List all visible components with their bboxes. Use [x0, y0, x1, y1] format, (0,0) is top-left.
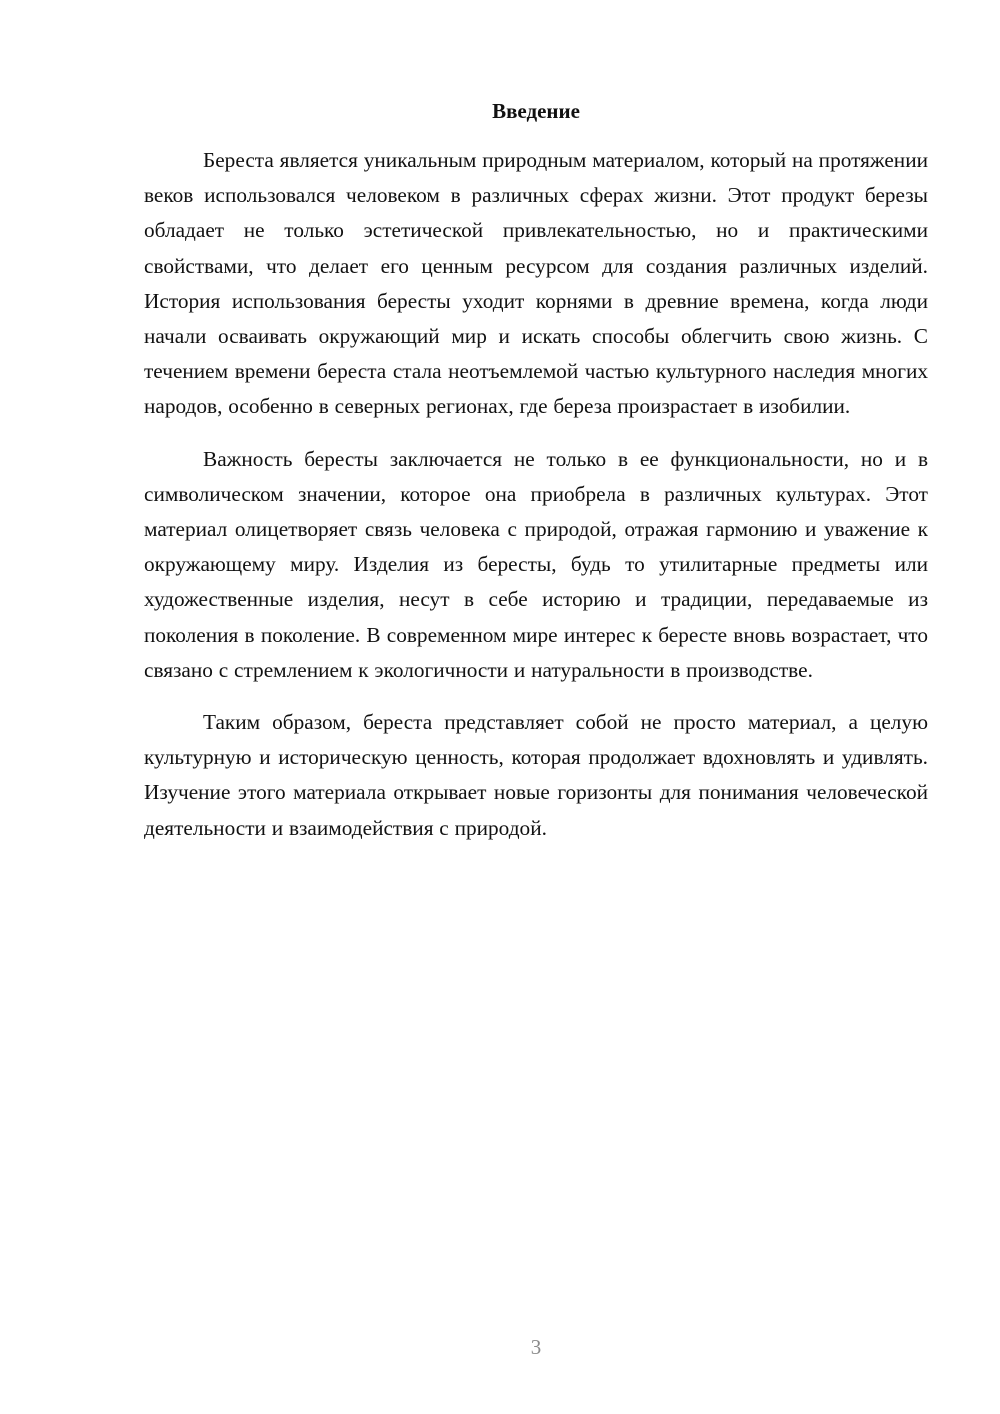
paragraph-3: Таким образом, береста представляет собой не просто материал, а целую культурную и историческую ценность, которая продолжает вдохновлять и удивлять. Изучение этого материала открывает новые горизонты для понимания человеческой деятельности и взаимодействия с природой.	[144, 710, 928, 840]
page-number: 3	[530, 1335, 542, 1359]
paragraph-2: Важность бересты заключается не только в ее функциональности, но и в символическом значении, которое она приобрела в различных культурах. Этот материал олицетворяет связь человека с природой, отражая гармонию и уважение к окружающему миру. Изделия из бересты, будь то утилитарные предметы или художественные изделия, несут в себе историю и традиции, передаваемые из поколения в поколение. В современном мире интерес к бересте вновь возрастает, что связано с стремлением к экологичности и натуральности в производстве.	[144, 446, 928, 682]
body-text	[144, 143, 928, 863]
paragraph-1: Береста является уникальным природным материалом, который на протяжении веков использовался человеком в различных сферах жизни. Этот продукт березы обладает не только эстетической привлекательностью, но и практическими свойствами, что делает его ценным ресурсом для создания различных изделий. История использования бересты уходит корнями в древние времена, когда люди начали осваивать окружающий мир и искать способы облегчить свою жизнь. С течением времени береста стала неотъемлемой частью культурного наследия многих народов, особенно в северных регионах, где береза произрастает в изобилии.	[144, 148, 928, 419]
section-heading: Введение	[492, 99, 580, 123]
